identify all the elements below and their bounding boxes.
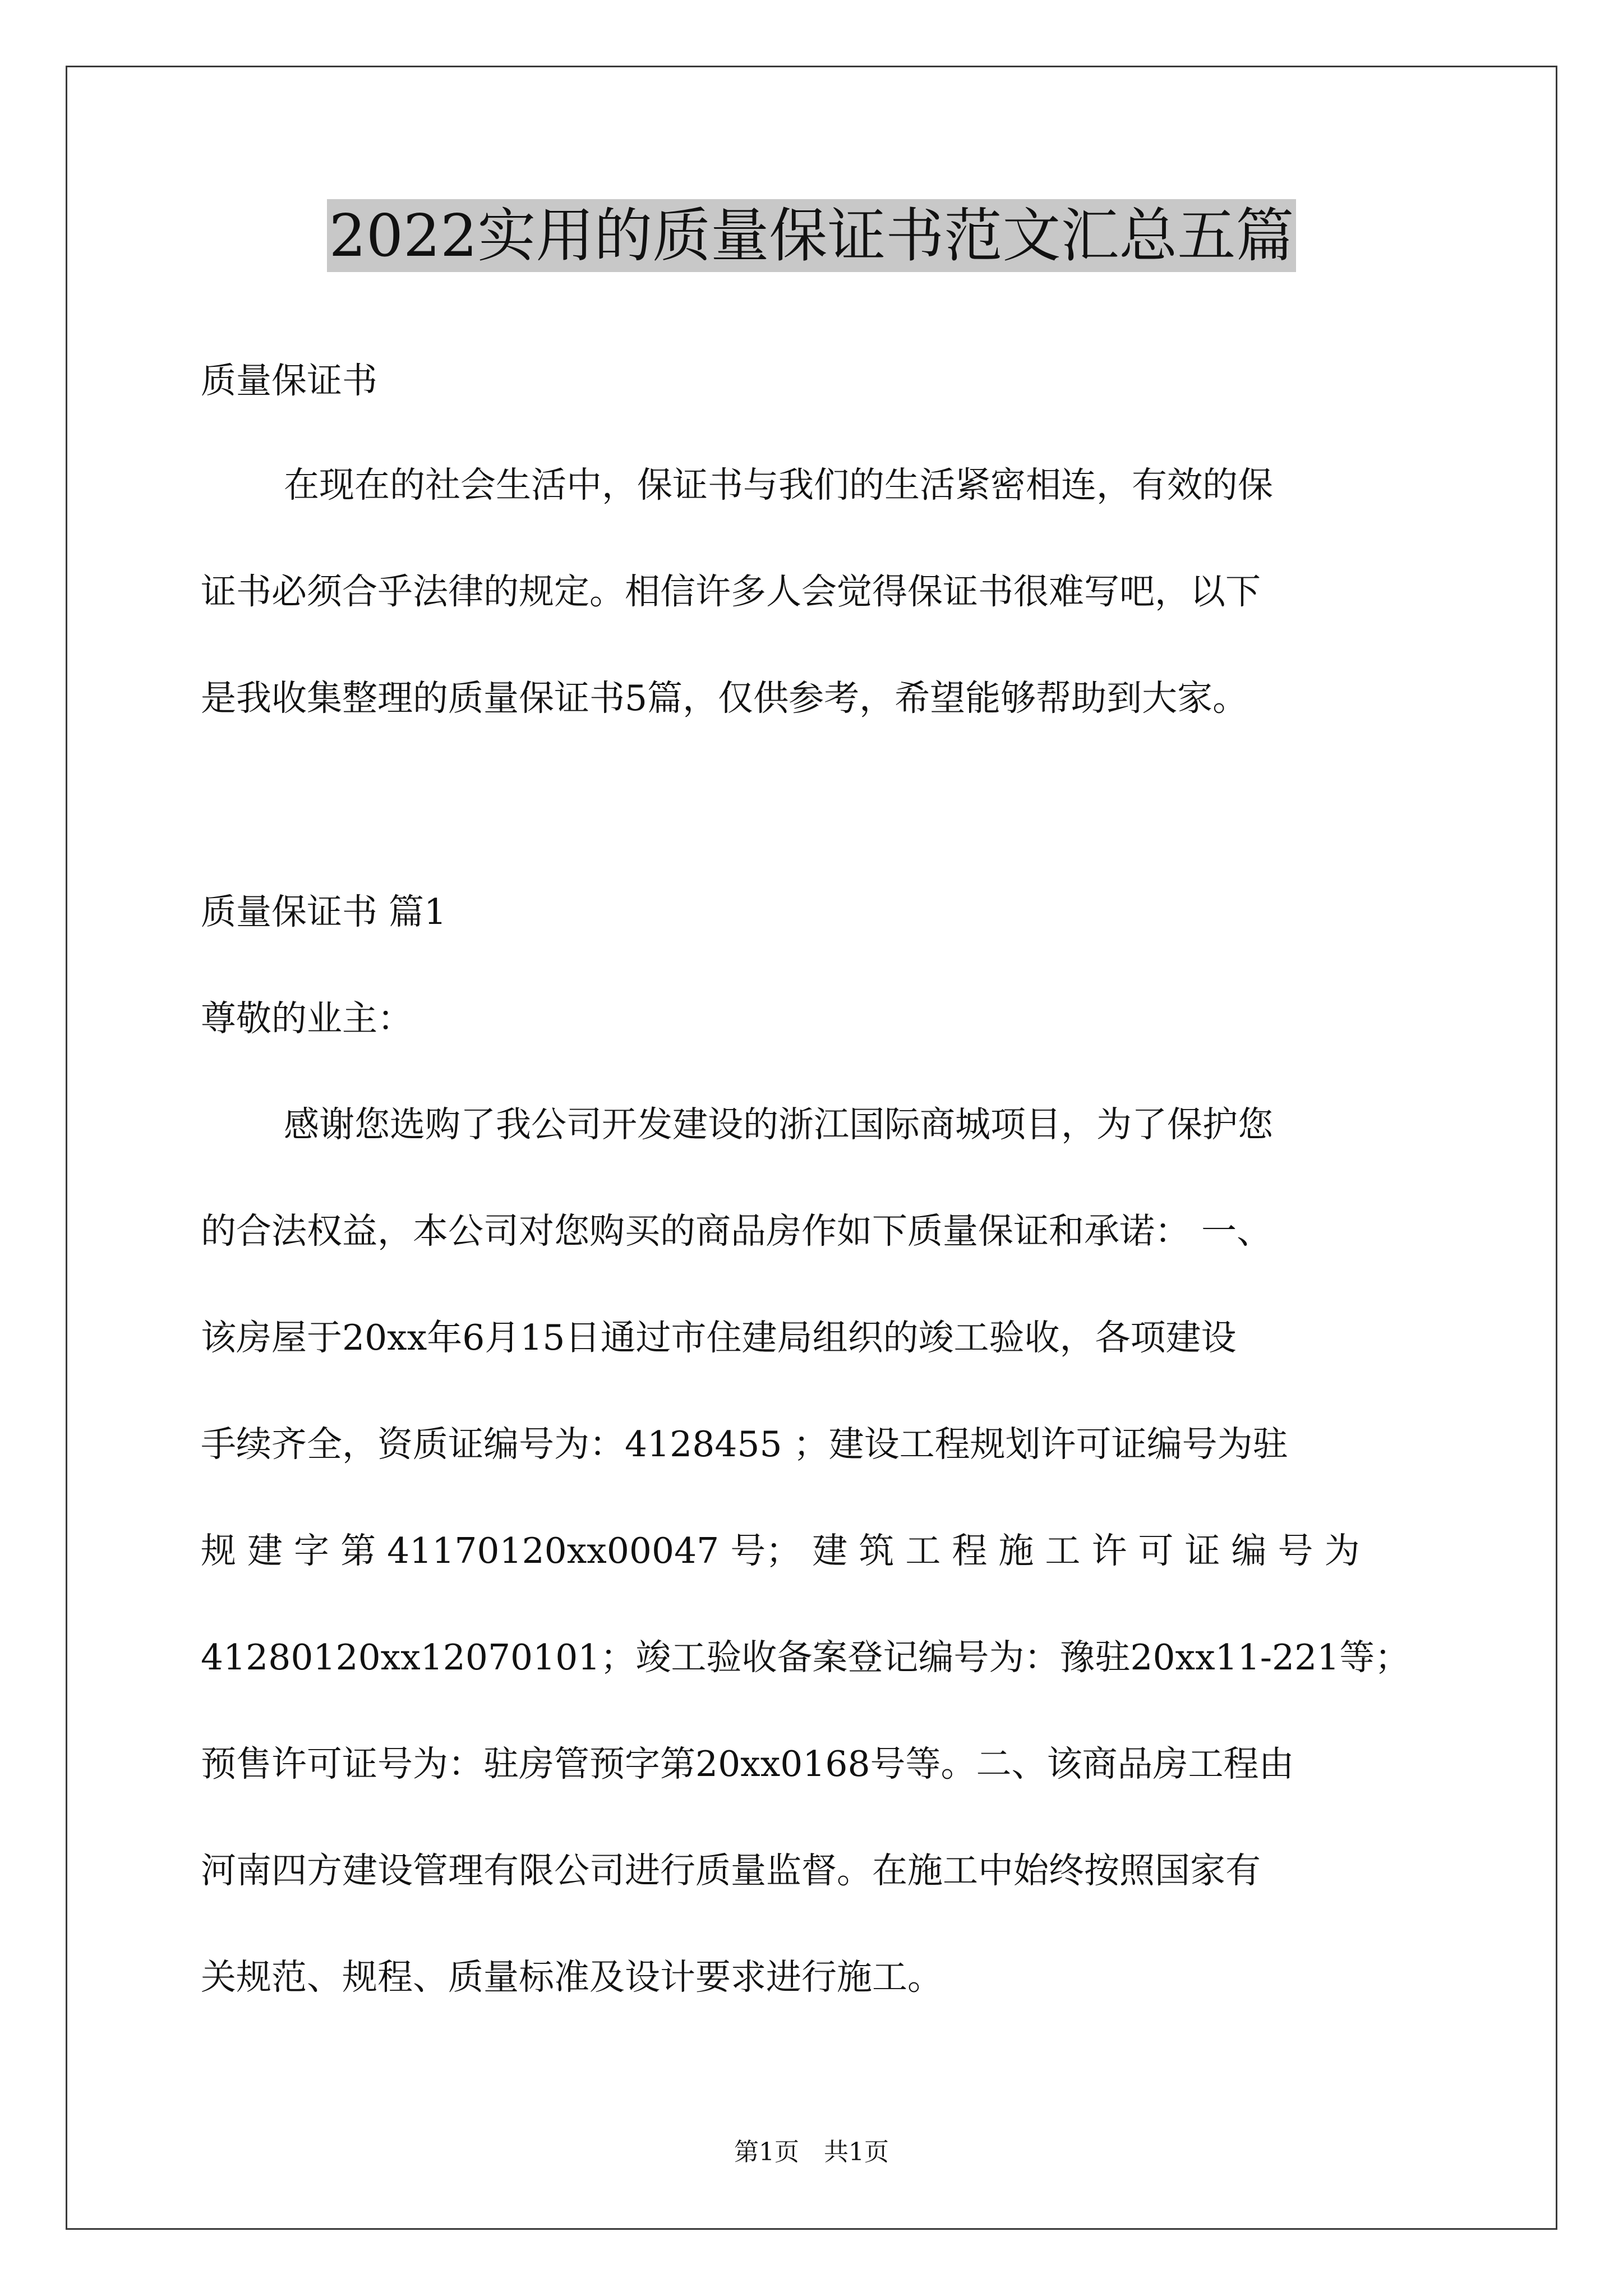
body-line: 关规范、规程、质量标准及设计要求进行施工。 (201, 1957, 943, 1998)
page-footer: 第1页 共1页 (734, 2138, 889, 2166)
body-line: 的合法权益，本公司对您购买的商品房作如下质量保证和承诺： 一、 (201, 1211, 1272, 1251)
body-paragraph (201, 1071, 1446, 2031)
body-line: 感谢您选购了我公司开发建设的浙江国际商城项目，为了保护您 (284, 1104, 1273, 1145)
body-line: 河南四方建设管理有限公司进行质量监督。在施工中始终按照国家有 (201, 1850, 1261, 1891)
article-heading: 质量保证书 篇1 (201, 891, 447, 932)
body-line: 手续齐全，资质证编号为：4128455 ；建设工程规划许可证编号为驻 (201, 1424, 1288, 1465)
salutation: 尊敬的业主： (201, 998, 413, 1039)
section-heading: 质量保证书 (201, 360, 377, 401)
title-container (0, 199, 1623, 272)
body-line: 规 建 字 第 41170120xx00047 号； 建 筑 工 程 施 工 许 可 证 编 号 为 (201, 1530, 1360, 1571)
intro-line: 在现在的社会生活中，保证书与我们的生活紧密相连，有效的保 (284, 464, 1273, 505)
body-line: 该房屋于20xx年6月15日通过市住建局组织的竣工验收，各项建设 (201, 1317, 1237, 1358)
intro-line: 证书必须合乎法律的规定。相信许多人会觉得保证书很难写吧，以下 (201, 571, 1261, 612)
document-title: 2022实用的质量保证书范文汇总五篇 (327, 199, 1297, 272)
intro-paragraph (201, 432, 1446, 752)
body-line: 41280120xx12070101；竣工验收备案登记编号为：豫驻20xx11-221等； (201, 1637, 1410, 1678)
intro-line: 是我收集整理的质量保证书5篇，仅供参考，希望能够帮助到大家。 (201, 678, 1248, 719)
body-line: 预售许可证号为：驻房管预字第20xx0168号等。二、该商品房工程由 (201, 1743, 1294, 1784)
